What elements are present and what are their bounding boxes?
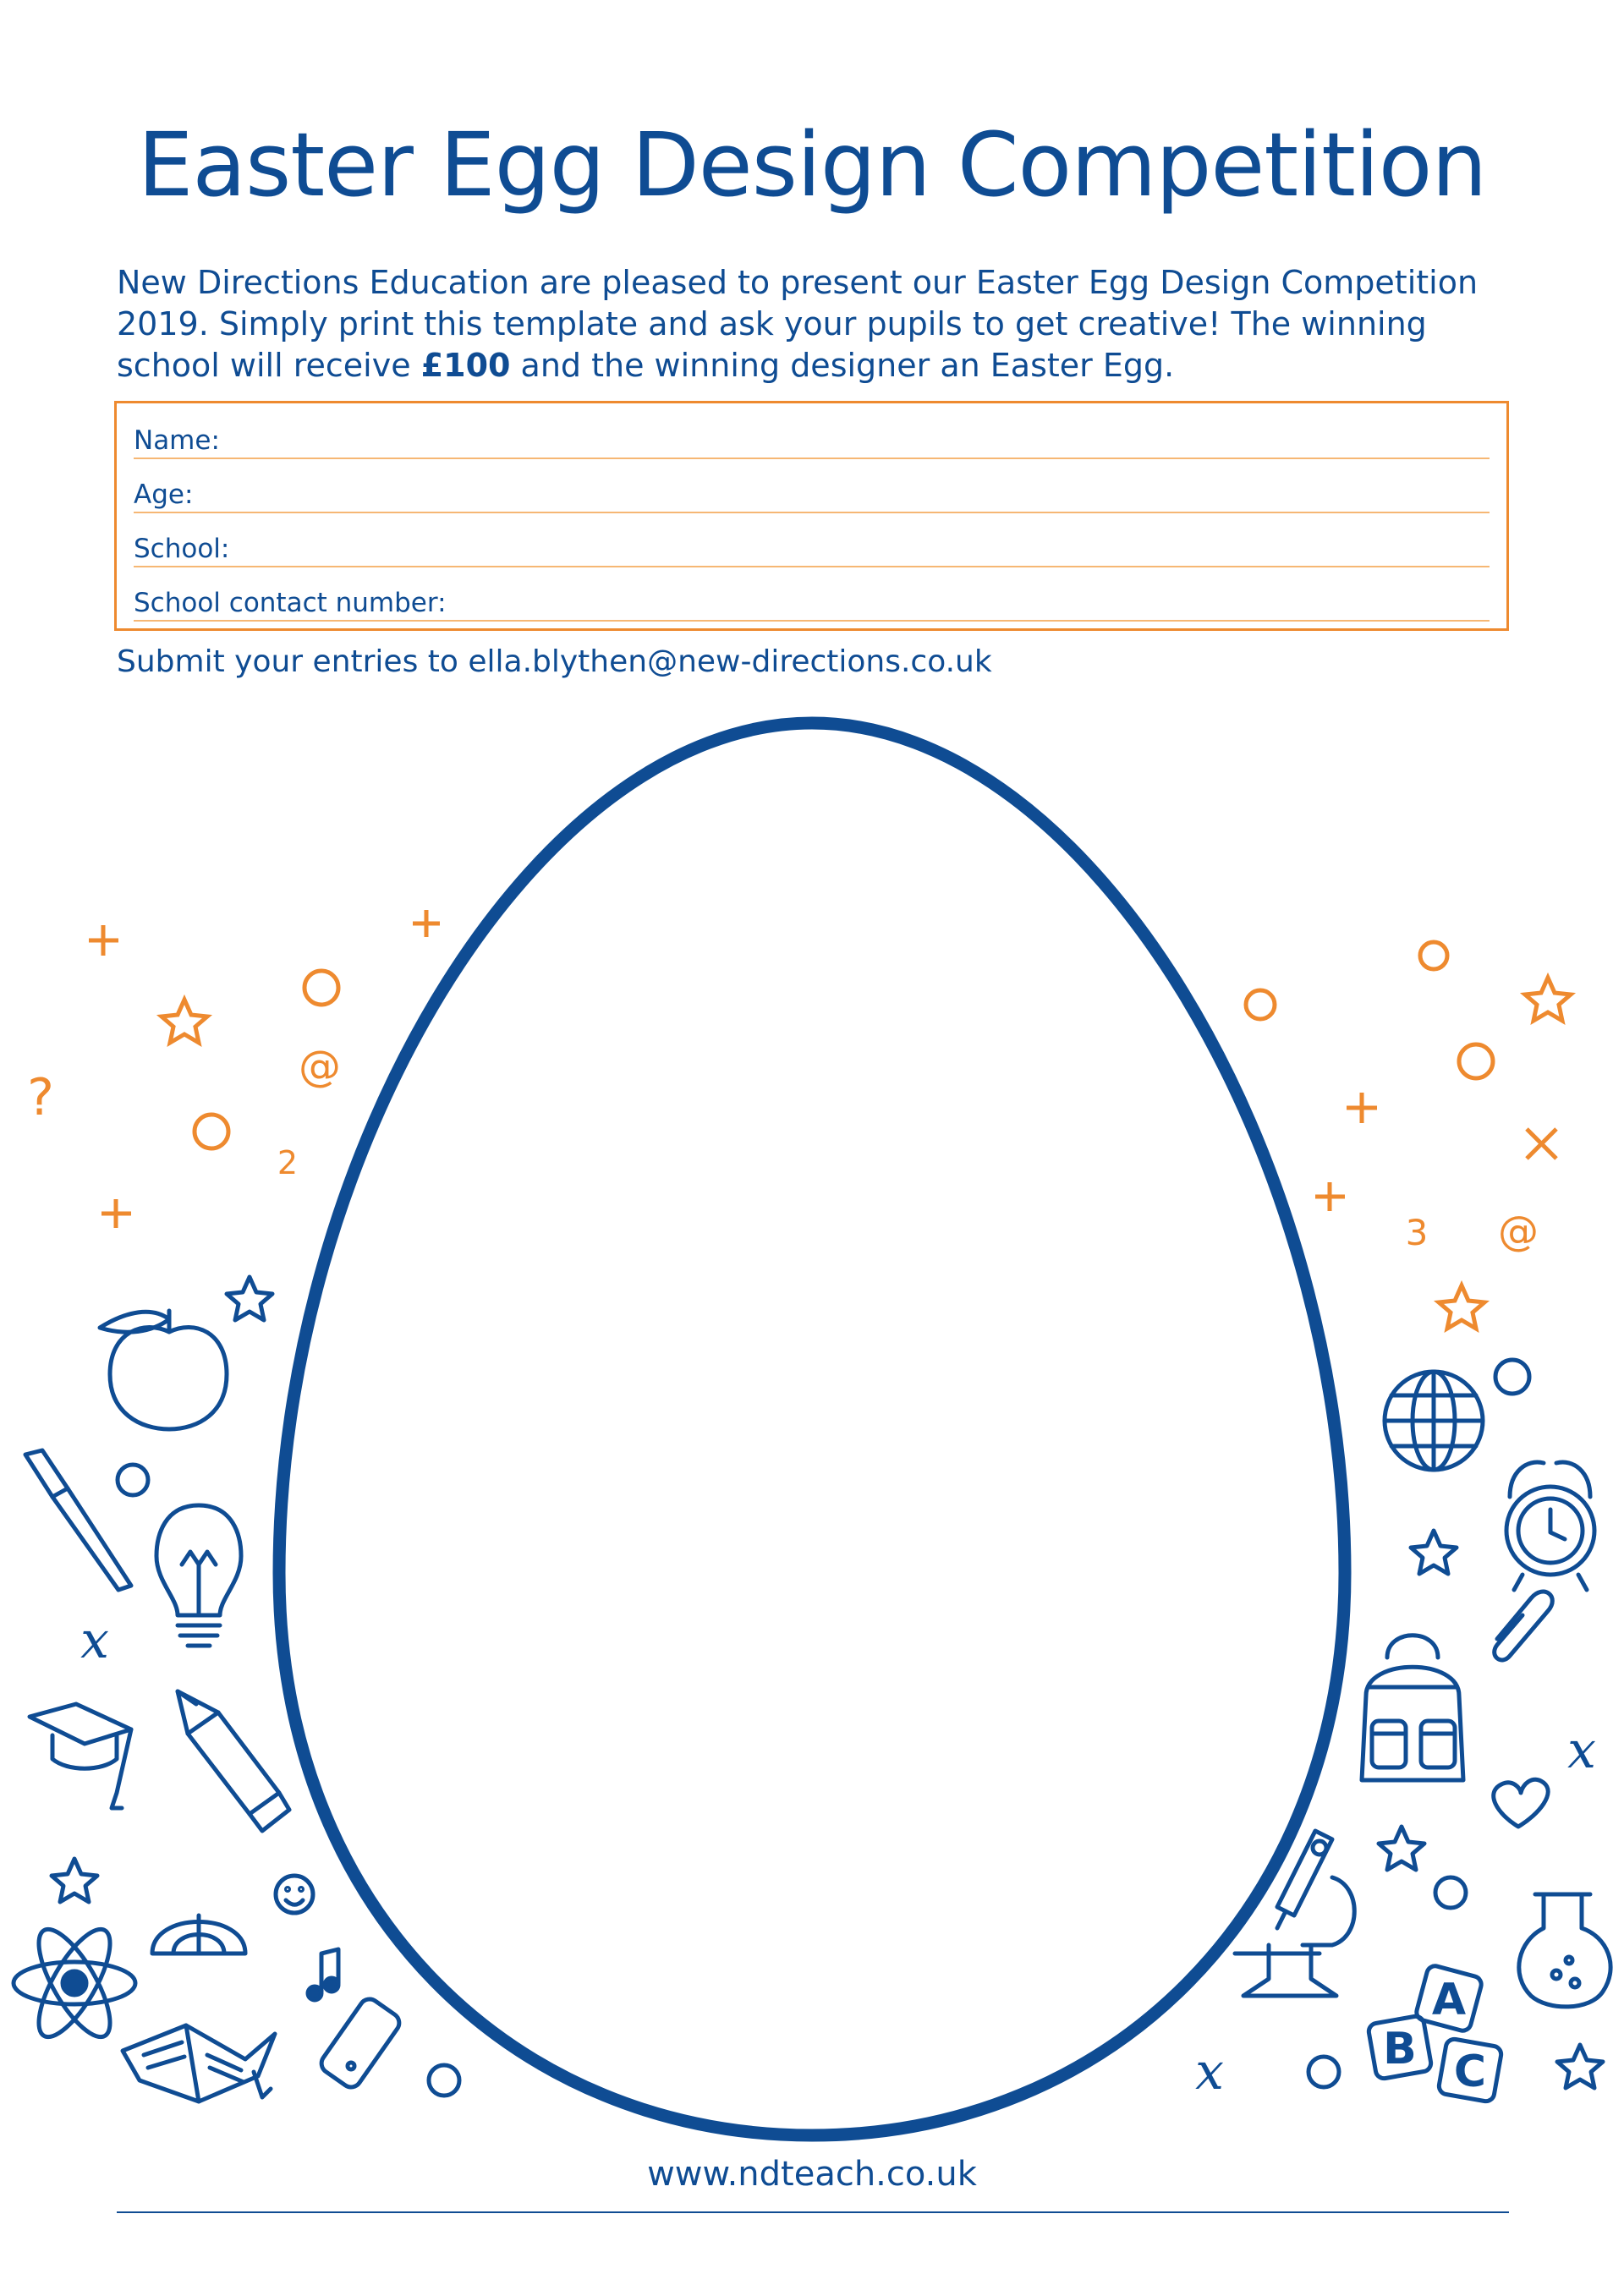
circle-icon	[195, 1115, 228, 1148]
number-two: 2	[277, 1144, 299, 1181]
submit-instructions: Submit your entries to ella.blythen@new-directions.co.uk	[117, 644, 992, 679]
alarm-clock-icon	[1506, 1462, 1594, 1590]
intro-text-before: New Directions Education are pleased to present our Easter Egg Design Competition 2019. Simply print this template and ask your pupils to get creative! The winning school will receive	[117, 264, 1479, 384]
apple-icon	[100, 1311, 227, 1429]
star-icon	[227, 1277, 272, 1320]
lightbulb-icon	[156, 1505, 241, 1646]
phone-icon	[317, 1995, 403, 2091]
block-c-letter: C	[1453, 2047, 1487, 2097]
plus-icon	[413, 910, 440, 937]
age-label: Age:	[134, 479, 194, 510]
school-contact-label: School contact number:	[134, 588, 447, 618]
music-note-icon	[308, 1949, 338, 2000]
at-icon: @	[299, 1042, 341, 1091]
pencil-icon	[178, 1691, 289, 1831]
circle-icon	[1246, 990, 1275, 1019]
plus-icon	[1347, 1093, 1377, 1123]
atom-icon	[14, 1920, 135, 2047]
star-icon	[1411, 1531, 1457, 1574]
star-icon	[1557, 2045, 1603, 2088]
variable-x-icon: x	[80, 1611, 109, 1670]
circle-icon	[1495, 1360, 1529, 1394]
backpack-icon	[1362, 1636, 1463, 1780]
plus-icon	[102, 1199, 131, 1228]
star-icon	[1379, 1827, 1424, 1870]
star-icon	[1439, 1285, 1484, 1329]
plus-icon	[1315, 1182, 1345, 1211]
block-a-letter: A	[1431, 1975, 1467, 2025]
footer-divider	[117, 2211, 1509, 2213]
intro-text-after: and the winning designer an Easter Egg.	[510, 347, 1175, 384]
question-icon: ?	[27, 1068, 54, 1127]
variable-x-icon: x	[1567, 1721, 1596, 1780]
number-three: 3	[1405, 1212, 1429, 1253]
cross-icon	[1527, 1129, 1556, 1159]
variable-x-icon: x	[1195, 2042, 1224, 2101]
graduation-cap-icon	[30, 1704, 131, 1808]
flask-icon	[1519, 1894, 1610, 2007]
smiley-icon	[276, 1876, 313, 1913]
star-icon	[52, 1859, 97, 1902]
footer-website-link[interactable]: www.ndteach.co.uk	[647, 2155, 977, 2194]
circle-icon	[118, 1465, 148, 1495]
egg-outline[interactable]	[279, 723, 1345, 2135]
open-book-icon	[123, 2025, 275, 2101]
star-icon	[162, 1000, 207, 1043]
block-b-letter: B	[1383, 2024, 1417, 2074]
circle-icon	[304, 971, 338, 1005]
circle-icon	[1435, 1877, 1466, 1908]
paperclip-icon	[1495, 1592, 1553, 1660]
page-title: Easter Egg Design Competition	[137, 113, 1487, 216]
plus-icon	[89, 925, 118, 956]
heart-icon	[1494, 1779, 1548, 1827]
prize-amount: £100	[420, 347, 511, 384]
paintbrush-icon	[25, 1450, 131, 1590]
circle-icon	[429, 2065, 459, 2096]
star-icon	[1525, 978, 1571, 1021]
school-label: School:	[134, 534, 230, 564]
at-icon: @	[1498, 1208, 1539, 1255]
protractor-icon	[152, 1915, 245, 1954]
circle-icon	[1309, 2057, 1339, 2087]
globe-icon	[1385, 1372, 1483, 1470]
name-label: Name:	[134, 425, 220, 456]
circle-icon	[1459, 1044, 1493, 1078]
circle-icon	[1420, 942, 1447, 969]
